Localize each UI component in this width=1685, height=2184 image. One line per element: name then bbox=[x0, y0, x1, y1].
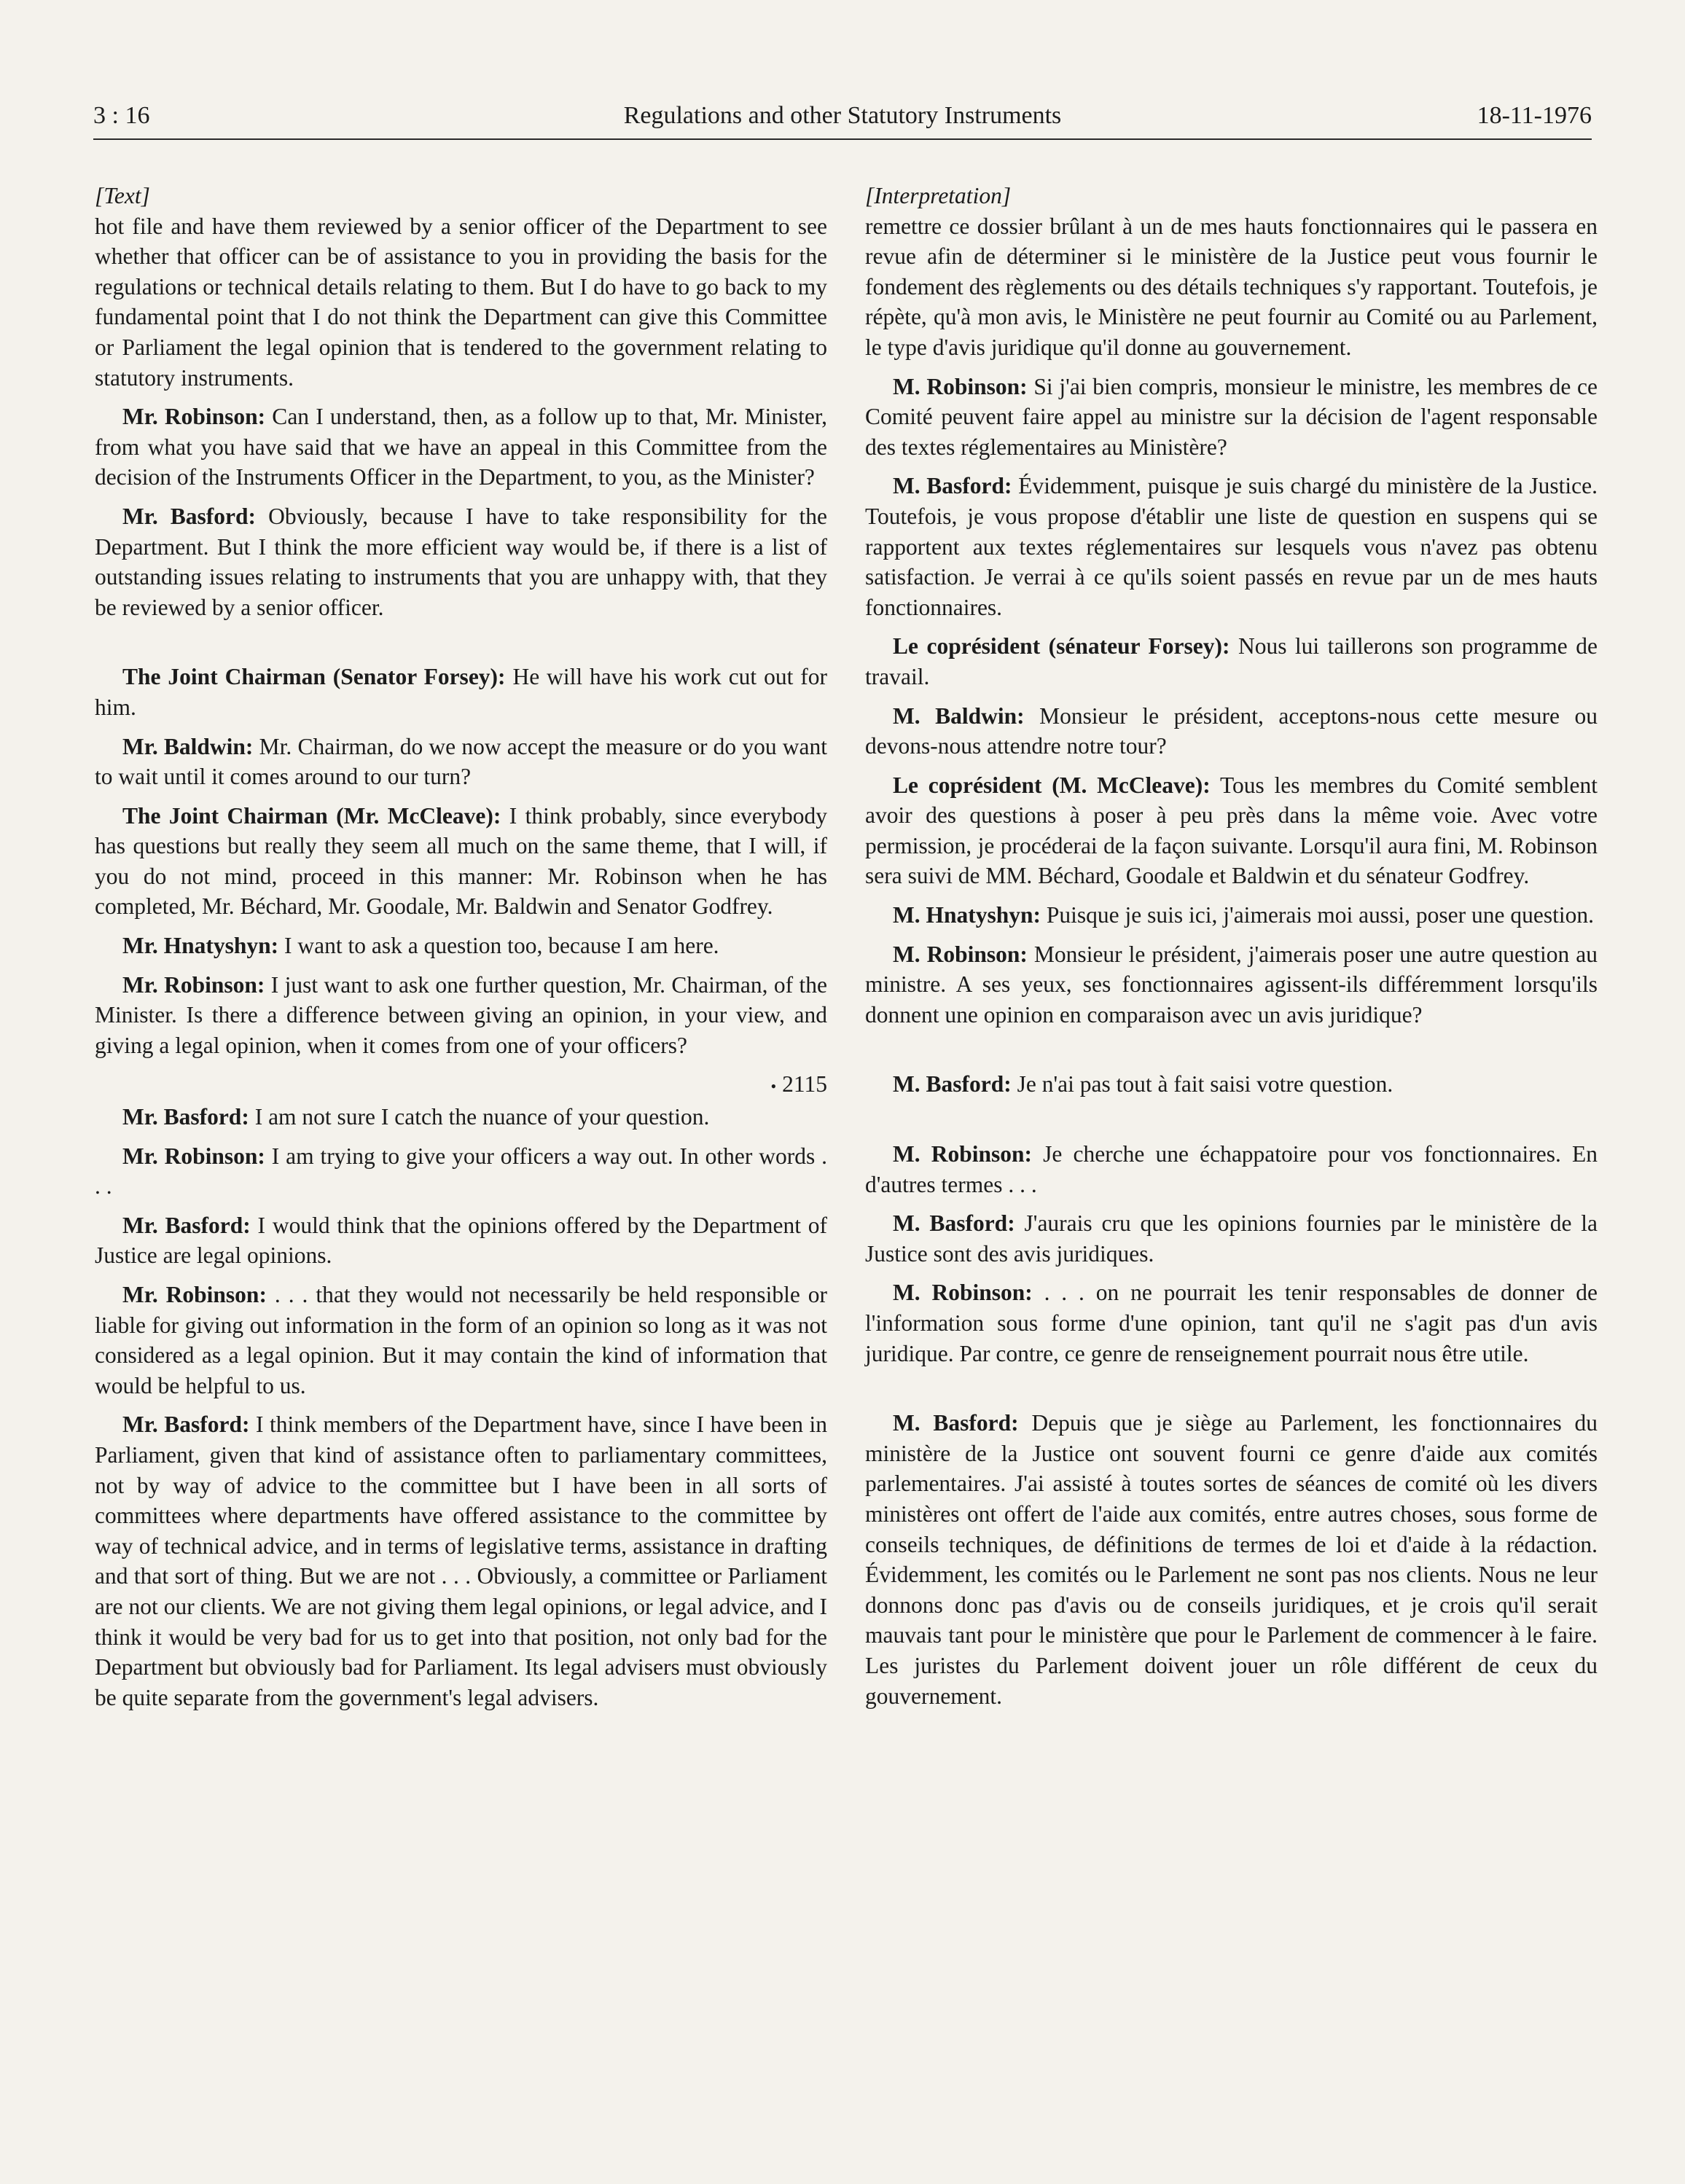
speech-text: He will have his work cut out for him. bbox=[95, 664, 827, 720]
speech-text: . . . on ne pourrait les tenir responsables de donner de l'information sous forme d'une opinion, tant qu'il ne s'agit pas d'un avis juridique. Par contre, ce genre de renseignement pourrait nous être utile. bbox=[865, 1280, 1598, 1366]
speech-text: Évidemment, puisque je suis chargé du ministère de la Justice. Toutefois, je vous propose d'établir une liste de question en suspens qui se rapportent aux textes réglementaires sur lesquels vous n'avez pas obtenu satisfaction. Je verrai à ce qu'ils soient passés en revue par un de mes hauts fonctionnaires. bbox=[865, 473, 1598, 620]
spacer bbox=[865, 1038, 1598, 1069]
speaker-name: Mr. Basford: bbox=[122, 503, 257, 529]
paragraph bbox=[865, 372, 1598, 463]
time-value: 2115 bbox=[782, 1071, 827, 1097]
paragraph bbox=[95, 662, 827, 722]
speech-text: I just want to ask one further question, Mr. Chairman, of the Minister. Is there a difference between giving an opinion, in your view, and giving a legal opinion, when it comes from one of your officers? bbox=[95, 971, 827, 1058]
speech-text: I think members of the Department have, since I have been in Parliament, given that kind of assistance often to parliamentary committees, not by way of advice to the committee but I have been in all sorts of committees where departments have offered assistance to the committee by way of technical advice, and in terms of legislative terms, assistance in drafting and that sort of thing. But we are not . . . Obviously, a committee or Parliament are not our clients. We are not giving them legal opinions, or legal advice, and I think it would be very bad for us to get into that position, not only bad for the Department but obviously bad for Parliament. Its legal advisers must obviously be quite separate from the government's legal advisers. bbox=[95, 1412, 827, 1710]
paragraph bbox=[95, 501, 827, 622]
speaker-name: M. Basford: bbox=[893, 1410, 1019, 1436]
paragraph bbox=[865, 1139, 1598, 1199]
paragraph bbox=[865, 1277, 1598, 1369]
speech-text: I am trying to give your officers a way out. In other words . . . bbox=[95, 1143, 827, 1199]
speech-text: Puisque je suis ici, j'aimerais moi aussi, poser une question. bbox=[1041, 902, 1594, 928]
speaker-name: Mr. Robinson: bbox=[122, 1281, 267, 1307]
speaker-name: Mr. Robinson: bbox=[122, 1143, 265, 1169]
speaker-name: Mr. Basford: bbox=[122, 1104, 249, 1130]
speech-text: Monsieur le président, j'aimerais poser une autre question au ministre. A ses yeux, ses fonctionnaires agissent-ils différemment lorsqu'ils donnent une opinion en comparaison avec un avis juridique? bbox=[865, 941, 1598, 1028]
speaker-name: M. Baldwin: bbox=[893, 702, 1025, 729]
paragraph: remettre ce dossier brûlant à un de mes hauts fonctionnaires qui le passera en revue afin de déterminer si le ministère de la Justice peut vous fournir le fondement des règlements ou des détails techniques s'y rapportant. Toutefois, je répète, qu'à mon avis, le Ministère ne peut fournir au Comité ou au Parlement, le type d'avis juridique qu'il donne au gouvernement. bbox=[865, 213, 1598, 360]
speech-text: Can I understand, then, as a follow up to that, Mr. Minister, from what you have said that we have an appeal in this Committee from the decision of the Instruments Officer in the Department, to you, as the Minister? bbox=[95, 404, 827, 490]
speech-text: Je n'ai pas tout à fait saisi votre question. bbox=[1011, 1071, 1393, 1097]
paragraph bbox=[865, 701, 1598, 762]
paragraph bbox=[865, 770, 1598, 891]
paragraph bbox=[865, 471, 1598, 622]
text-marker: [Text] bbox=[95, 183, 150, 208]
speech-text: I want to ask a question too, because I am here. bbox=[278, 933, 719, 959]
page-header bbox=[93, 102, 1592, 140]
speaker-name: Mr. Basford: bbox=[122, 1412, 250, 1438]
speaker-name: The Joint Chairman (Senator Forsey): bbox=[122, 664, 506, 690]
paragraph bbox=[95, 1141, 827, 1202]
paragraph bbox=[95, 1280, 827, 1401]
speech-text: I am not sure I catch the nuance of your question. bbox=[249, 1104, 710, 1130]
speech-text: Nous lui taillerons son programme de travail. bbox=[865, 633, 1598, 689]
paragraph bbox=[95, 1409, 827, 1713]
speaker-name: Mr. Baldwin: bbox=[122, 733, 254, 759]
spacer bbox=[865, 1377, 1598, 1408]
speech-text: Monsieur le président, acceptons-nous cette mesure ou devons-nous attendre notre tour? bbox=[865, 702, 1598, 759]
speech-text: J'aurais cru que les opinions fournies par le ministère de la Justice sont des avis juridiques. bbox=[865, 1210, 1598, 1267]
paragraph bbox=[95, 1102, 827, 1132]
paragraph bbox=[95, 1210, 827, 1271]
speech-text: Depuis que je siège au Parlement, les fonctionnaires du ministère de la Justice ont souvent fourni ce genre d'aide aux comités parlementaires. J'ai assisté à toutes sortes de séances de comité où les divers ministères ont offert de l'aide aux comités, entre autres choses, sous forme de conseils techniques, de définitions de termes de loi et d'aide à la rédaction. Évidemment, les comités ou le Parlement ne sont pas nos clients. Nous ne leur donnons donc pas d'avis ou de conseils juridiques, et je crois qu'il serait mauvais tant pour le ministère que pour le Parlement de commencer à le faire. Les juristes du Parlement doivent jouer un rôle différent de ceux du gouvernement. bbox=[865, 1410, 1598, 1709]
speaker-name: Mr. Basford: bbox=[122, 1212, 251, 1238]
speech-text: Si j'ai bien compris, monsieur le ministre, les membres de ce Comité peuvent faire appel au ministre sur la décision de l'agent responsable des textes réglementaires au Ministère? bbox=[865, 373, 1598, 460]
paragraph bbox=[95, 931, 827, 961]
page-date: 18-11-1976 bbox=[1477, 102, 1592, 129]
time-stamp bbox=[95, 1069, 827, 1102]
paragraph bbox=[95, 801, 827, 922]
french-column bbox=[865, 181, 1598, 1720]
paragraph bbox=[95, 970, 827, 1061]
speech-text: I would think that the opinions offered by the Department of Justice are legal opinions. bbox=[95, 1212, 827, 1269]
paragraph bbox=[95, 732, 827, 792]
speaker-name: M. Robinson: bbox=[893, 1280, 1033, 1306]
speaker-name: Mr. Robinson: bbox=[122, 971, 265, 998]
running-title: Regulations and other Statutory Instruments bbox=[623, 102, 1062, 129]
page-folio: 3 : 16 bbox=[93, 102, 150, 129]
speaker-name: M. Robinson: bbox=[893, 1141, 1033, 1167]
speaker-name: Mr. Hnatyshyn: bbox=[122, 933, 279, 959]
interpretation-marker: [Interpretation] bbox=[865, 183, 1012, 208]
speech-text: Je cherche une échappatoire pour vos fonctionnaires. En d'autres termes . . . bbox=[865, 1141, 1598, 1197]
speaker-name: M. Basford: bbox=[893, 473, 1012, 499]
speech-text: Tous les membres du Comité semblent avoir des questions à poser à peu près dans la même voie. Avec votre permission, je procéderai de la façon suivante. Lorsqu'il aura fini, M. Robinson sera suivi de MM. Béchard, Goodale et Baldwin et du sénateur Godfrey. bbox=[865, 772, 1598, 889]
paragraph bbox=[865, 1069, 1598, 1100]
speaker-name: Le coprésident (M. McCleave): bbox=[893, 772, 1211, 798]
paragraph: hot file and have them reviewed by a senior officer of the Department to see whether that officer can be of assistance to you in providing the basis for the regulations or technical details relating to them. But I do have to go back to my fundamental point that I do not think the Department can give this Committee or Parliament the legal opinion that is tendered to the government relating to statutory instruments. bbox=[95, 213, 827, 391]
speaker-name: M. Basford: bbox=[893, 1071, 1012, 1097]
speech-text: Obviously, because I have to take responsibility for the Department. But I think the more efficient way would be, if there is a list of outstanding issues relating to instruments that you are unhappy with, that they be reviewed by a senior officer. bbox=[95, 503, 827, 620]
speech-text: Mr. Chairman, do we now accept the measure or do you want to wait until it comes around to our turn? bbox=[95, 733, 827, 790]
paragraph bbox=[865, 900, 1598, 931]
speaker-name: M. Hnatyshyn: bbox=[893, 902, 1041, 928]
speaker-name: M. Robinson: bbox=[893, 373, 1028, 399]
english-column bbox=[95, 181, 827, 1721]
paragraph bbox=[865, 1208, 1598, 1269]
speaker-name: M. Basford: bbox=[893, 1210, 1015, 1237]
paragraph bbox=[865, 939, 1598, 1030]
spacer bbox=[865, 1108, 1598, 1139]
paragraph bbox=[865, 1408, 1598, 1711]
speaker-name: M. Robinson: bbox=[893, 941, 1028, 967]
speaker-name: Le coprésident (sénateur Forsey): bbox=[893, 633, 1230, 659]
speech-text: . . . that they would not necessarily be held responsible or liable for giving out information in the form of an opinion so long as it was not considered as a legal opinion. But it may contain the kind of information that would be helpful to us. bbox=[95, 1281, 827, 1398]
speaker-name: Mr. Robinson: bbox=[122, 404, 266, 430]
paragraph bbox=[95, 402, 827, 493]
bullet-icon: • bbox=[770, 1077, 777, 1096]
speaker-name: The Joint Chairman (Mr. McCleave): bbox=[122, 802, 501, 829]
speech-text: I think probably, since everybody has questions but really they seem all much on the same theme, that I will, if you do not mind, proceed in this manner: Mr. Robinson when he has completed, Mr. Béchard, Mr. Goodale, Mr. Baldwin and Senator Godfrey. bbox=[95, 802, 827, 920]
paragraph bbox=[865, 631, 1598, 692]
spacer bbox=[95, 631, 827, 662]
